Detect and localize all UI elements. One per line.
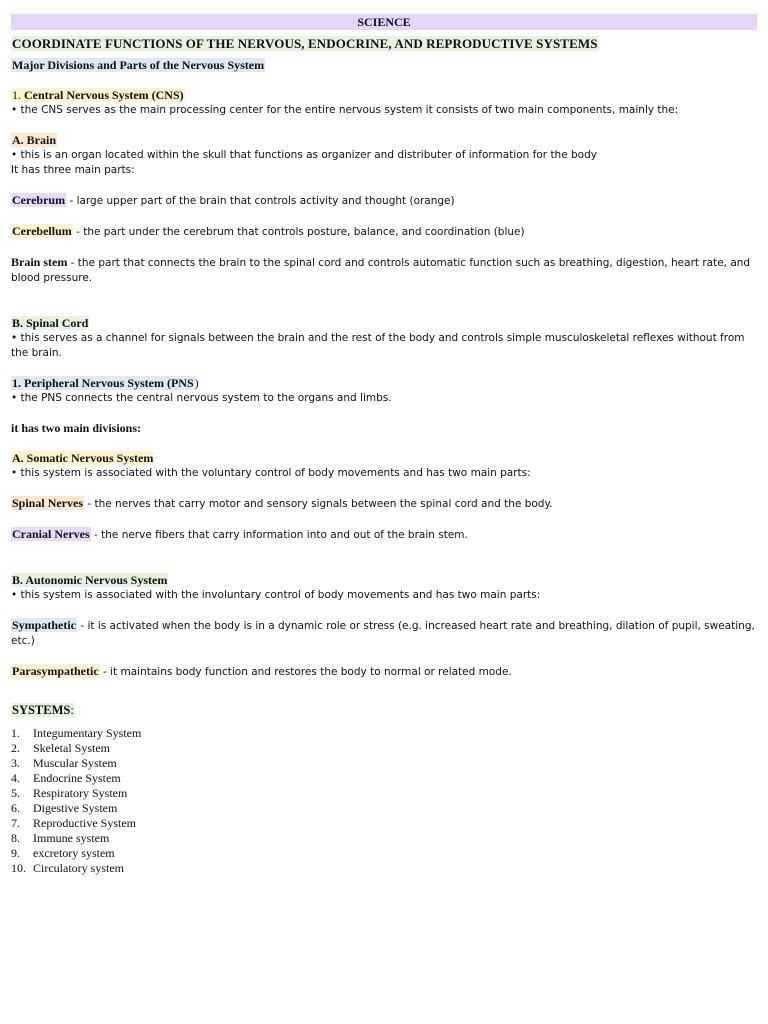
- list-item-label: Immune system: [33, 831, 110, 845]
- subject-banner: SCIENCE: [11, 14, 757, 30]
- list-item: [11, 741, 757, 756]
- somatic-description: • this system is associated with the voluntary control of body movements and has two main parts:: [11, 467, 531, 479]
- list-item: [11, 831, 757, 846]
- brain-parts-intro: It has three main parts:: [11, 164, 135, 176]
- systems-list: [11, 726, 757, 876]
- pns-description: • the PNS connects the central nervous system to the organs and limbs.: [11, 392, 392, 404]
- list-item-label: Integumentary System: [33, 726, 142, 740]
- list-item-label: Reproductive System: [33, 816, 136, 830]
- list-item-number: 10.: [11, 861, 26, 875]
- list-item-number: 1.: [11, 726, 20, 740]
- list-item-number: 6.: [11, 801, 20, 815]
- spinal-cord-heading: B. Spinal Cord: [12, 316, 89, 330]
- list-item: [11, 756, 757, 771]
- sympathetic-entry: Sympathetic - it is activated when the body is in a dynamic role or stress (e.g. increased heart rate and breathing, dilation of pupil, sweating, etc.): [11, 618, 755, 647]
- list-item: [11, 861, 757, 876]
- pns-heading: 1. Peripheral Nervous System (PNS): [12, 376, 199, 390]
- list-item: [11, 816, 757, 831]
- list-item-number: 4.: [11, 771, 20, 785]
- list-item-label: excretory system: [33, 846, 115, 860]
- list-item-label: Respiratory System: [33, 786, 128, 800]
- list-item-label: Endocrine System: [33, 771, 121, 785]
- list-item-number: 9.: [11, 846, 20, 860]
- spinal-cord-description: • this serves as a channel for signals between the brain and the rest of the body and controls simple musculoskeletal reflexes without from the brain.: [11, 332, 745, 359]
- cns-heading: 1. Central Nervous System (CNS): [12, 88, 184, 102]
- list-item-number: 3.: [11, 756, 20, 770]
- cns-description: • the CNS serves as the main processing center for the entire nervous system it consists of two main components, mainly the:: [11, 104, 679, 116]
- cranial-nerves-entry: Cranial Nerves - the nerve fibers that carry information into and out of the brain stem.: [12, 527, 468, 541]
- list-item: [11, 726, 757, 741]
- list-item: [11, 801, 757, 816]
- brainstem-entry: Brain stem - the part that connects the brain to the spinal cord and controls automatic function such as breathing, digestion, heart rate, and blood pressure.: [11, 255, 751, 284]
- list-item-number: 7.: [11, 816, 20, 830]
- list-item-label: Circulatory system: [33, 861, 124, 875]
- autonomic-description: • this system is associated with the involuntary control of body movements and has two main parts:: [11, 589, 541, 601]
- brain-description: • this is an organ located within the skull that functions as organizer and distributer of information for the body: [11, 149, 597, 161]
- cerebrum-entry: Cerebrum - large upper part of the brain that controls activity and thought (orange): [12, 193, 455, 207]
- document-title: COORDINATE FUNCTIONS OF THE NERVOUS, ENDOCRINE, AND REPRODUCTIVE SYSTEMS: [12, 36, 598, 51]
- autonomic-heading: B. Autonomic Nervous System: [12, 573, 168, 587]
- list-item: [11, 786, 757, 801]
- somatic-heading: A. Somatic Nervous System: [12, 451, 154, 465]
- list-item-label: Digestive System: [33, 801, 118, 815]
- cerebellum-entry: Cerebellum - the part under the cerebrum that controls posture, balance, and coordination (blue): [12, 224, 525, 238]
- section-subtitle: Major Divisions and Parts of the Nervous System: [12, 58, 265, 72]
- list-item: [11, 771, 757, 786]
- spinal-nerves-entry: Spinal Nerves - the nerves that carry motor and sensory signals between the spinal cord and the body.: [12, 496, 553, 510]
- pns-divisions-label: it has two main divisions:: [11, 421, 142, 435]
- list-item-number: 5.: [11, 786, 20, 800]
- list-item-number: 8.: [11, 831, 20, 845]
- list-item-number: 2.: [11, 741, 20, 755]
- document-page: [11, 14, 757, 876]
- parasympathetic-entry: Parasympathetic - it maintains body function and restores the body to normal or related mode.: [12, 664, 512, 678]
- list-item: [11, 846, 757, 861]
- list-item-label: Skeletal System: [33, 741, 110, 755]
- systems-heading: SYSTEMS:: [12, 703, 74, 717]
- brain-heading: A. Brain: [12, 133, 57, 147]
- list-item-label: Muscular System: [33, 756, 117, 770]
